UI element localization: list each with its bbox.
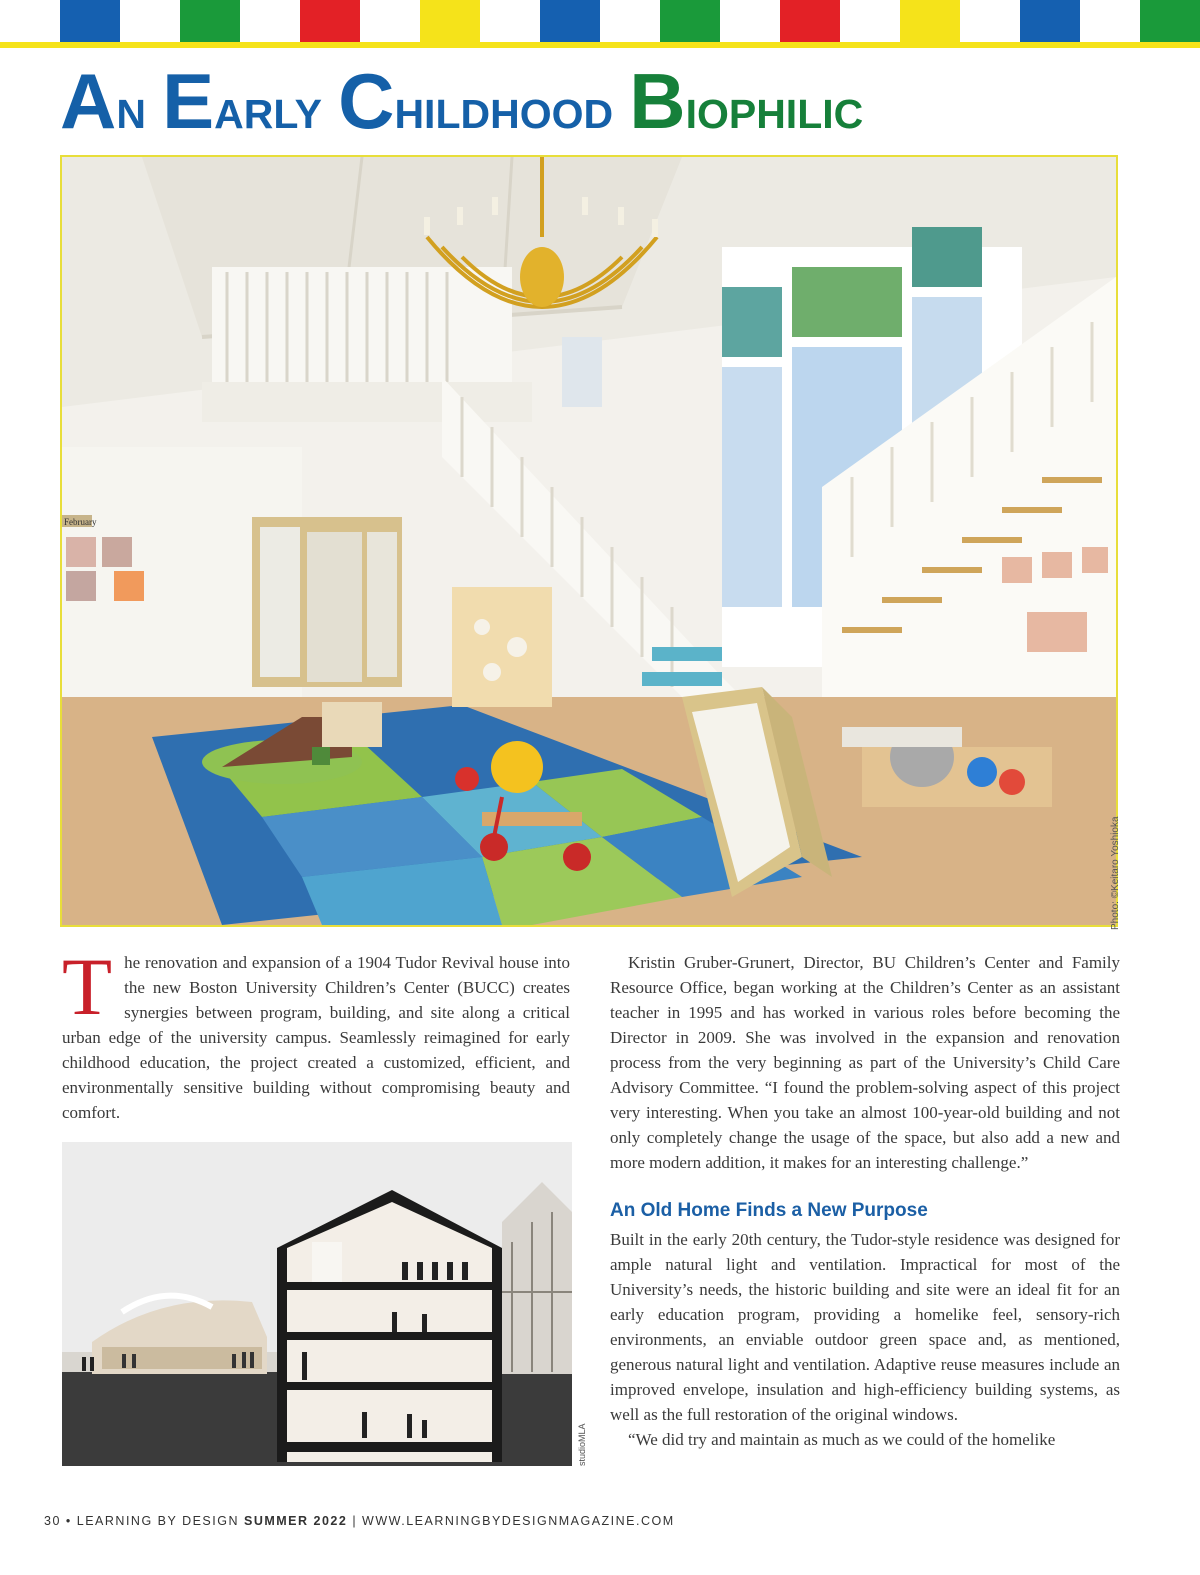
intro-text: he renovation and expansion of a 1904 Tudor Revival house into the new Boston University Children’s Center (BUCC) creates synergies between program, building, and site along a critical urban edge of the university campus. Seamlessly reimagined for early childhood education, the project created a customized, efficient, and environmentally sensitive building without compromising beauty and comfort. — [62, 953, 570, 1122]
strip-block — [720, 0, 780, 42]
strip-block — [960, 0, 1020, 42]
headline-word-1: An — [60, 57, 146, 145]
strip-block — [540, 0, 600, 42]
section-drawing-credit: studioMLA — [577, 1423, 587, 1466]
strip-block — [300, 0, 360, 42]
section-drawing — [62, 1142, 572, 1466]
intro-paragraph — [62, 941, 570, 1125]
drop-cap: T — [62, 941, 113, 1032]
strip-block — [1020, 0, 1080, 42]
headline-word-2: Early — [162, 57, 322, 145]
strip-block — [480, 0, 540, 42]
strip-block — [0, 0, 60, 42]
strip-block — [900, 0, 960, 42]
strip-block — [420, 0, 480, 42]
wall-sign-text: February — [64, 517, 97, 527]
strip-block — [60, 0, 120, 42]
history-paragraph: Built in the early 20th century, the Tudor-style residence was designed for ample natural light and ventilation. Impractical for most of the University’s needs, the historic building and site were an ideal fit for an early education program, providing a homelike feel, sensory-rich environments, an enviable outdoor green space and, as mentioned, generous natural light and ventilation. Adaptive reuse measures include an improved envelope, insulation and high-efficiency building systems, as well as the full restoration of the original windows. — [610, 1230, 1120, 1424]
page-number: 30 — [44, 1514, 61, 1528]
hero-illustration — [62, 157, 1116, 925]
article-column-right — [610, 950, 1120, 1452]
strip-block — [120, 0, 180, 42]
top-color-strip — [0, 0, 1200, 42]
hero-photo-credit: Photo: ©Keitaro Yoshioka — [1110, 816, 1121, 930]
strip-block — [1140, 0, 1200, 42]
strip-block — [360, 0, 420, 42]
article-column-left — [62, 941, 570, 1125]
issue-label: SUMMER 2022 — [243, 1514, 348, 1528]
strip-block — [600, 0, 660, 42]
strip-block — [180, 0, 240, 42]
headline-word-3: Childhood — [338, 57, 614, 145]
headline-word-4: Biophilic — [629, 57, 864, 145]
footer-divider: | — [352, 1514, 358, 1528]
page-footer — [44, 1514, 675, 1528]
strip-block — [840, 0, 900, 42]
magazine-name: LEARNING BY DESIGN — [76, 1514, 239, 1528]
website-link[interactable]: WWW.LEARNINGBYDESIGNMAGAZINE.COM — [362, 1514, 675, 1528]
footer-bullet: • — [65, 1514, 72, 1528]
top-yellow-rule — [0, 42, 1200, 48]
article-headline — [60, 57, 1190, 145]
strip-block — [1080, 0, 1140, 42]
strip-block — [780, 0, 840, 42]
strip-block — [660, 0, 720, 42]
section-subhead: An Old Home Finds a New Purpose — [610, 1200, 928, 1221]
section-illustration — [62, 1142, 572, 1466]
director-paragraph: Kristin Gruber-Grunert, Director, BU Children’s Center and Family Resource Office, began working at the Children’s Center as an assistant teacher in 1995 and has worked in various roles before becoming the Director in 2009. She was involved in the expansion and renovation process from the very beginning as part of the University’s Child Care Advisory Committee. “I found the problem-solving aspect of this project very interesting. When you take an almost 100-year-old building and not only completely change the usage of the space, but also add a new and more modern addition, it makes for an interesting challenge.” — [610, 953, 1120, 1172]
strip-block — [240, 0, 300, 42]
quote-paragraph: “We did try and maintain as much as we could of the homelike — [628, 1430, 1056, 1449]
hero-photo — [60, 155, 1118, 927]
